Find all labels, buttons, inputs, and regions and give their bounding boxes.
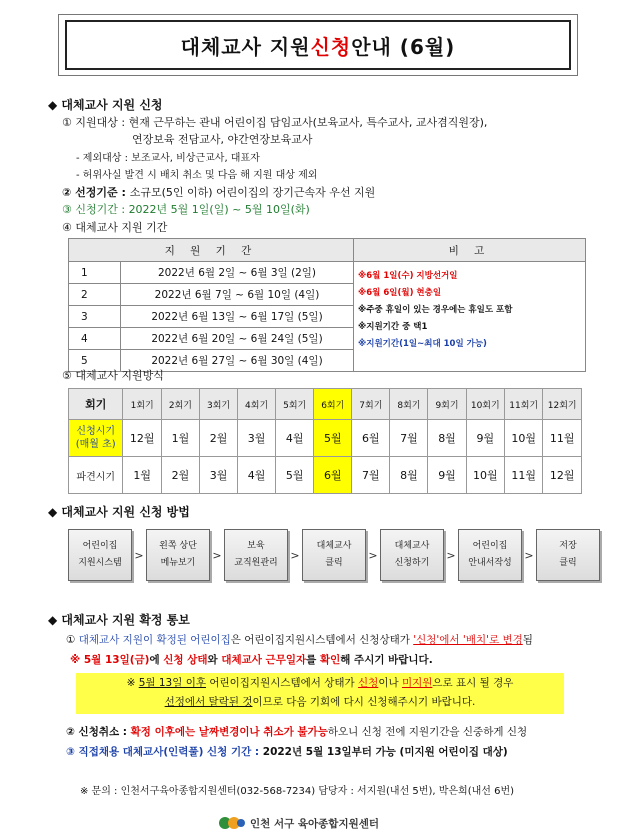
step-arrow-icon: > [368,548,378,562]
round-3: 3회기 [200,389,238,420]
notice-status-apply: 신청 [358,677,379,689]
selection-label: ② 선정기준 : [62,186,130,199]
apply-label-line2: (매월 초) [75,439,116,450]
dispatch-month-11: 11월 [504,457,542,494]
round-5: 5회기 [276,389,314,420]
period-label: ③ 신청기간 : [62,203,129,216]
note-date: ※ 5월 13일(금) [70,654,150,666]
apply-month-1: 12월 [123,420,161,457]
schedule-table [68,388,582,494]
step-label-line1: 저장 [559,541,577,551]
apply-month-6: 5월 [314,420,352,457]
apply-timing-label [69,420,123,457]
row-number: 4 [69,328,121,350]
notice-rejected: 선정에서 탈락된 것 [164,696,253,708]
period-header: 지 원 기 간 [69,239,354,262]
round-4: 4회기 [238,389,276,420]
row-number: 2 [69,284,121,306]
row-dates: 2022년 6월 7일 ~ 6월 10일 (4일) [121,284,354,306]
round-12: 12회기 [543,389,582,420]
confirmed-centers: 대체교사 지원이 확정된 어린이집 [78,634,231,646]
step-label-line1: 대체교사 [316,541,352,551]
title-highlight: 신청 [310,34,352,59]
step-arrow-icon: > [524,548,534,562]
row-dates: 2022년 6월 20일 ~ 6월 24일 (5일) [121,328,354,350]
method-step-6 [458,529,522,581]
note-text: 와 [207,654,222,666]
method-heading: ◆ 대체교사 지원 신청 방법 [48,505,190,519]
center-logo-icon [218,815,246,831]
notice-line-1 [76,674,564,693]
notice-text: 이므로 다음 기회에 다시 신청해주시기 바랍니다. [252,696,476,708]
dispatch-month-3: 3월 [200,457,238,494]
round-8: 8회기 [390,389,428,420]
period-notes [354,262,586,372]
notice-text: 이나 [378,677,402,689]
note-choose-one: ※지원기간 중 택1 [358,322,428,332]
cancel-text: 하오니 신청 전에 지원기간을 신중하게 신청 [327,726,528,738]
step-label-line2: 교직원관리 [234,558,278,568]
row-dates: 2022년 6월 27일 ~ 6월 30일 (4일) [121,350,354,372]
round-2: 2회기 [161,389,199,420]
cancel-warning: 확정 이후에는 날짜변경이나 취소가 불가능 [130,726,328,738]
apply-heading: ◆ 대체교사 지원 신청 [48,98,163,112]
apply-month-4: 3월 [238,420,276,457]
row-number: 5 [69,350,121,372]
step-arrow-icon: > [446,548,456,562]
notice-text: 으로 표시 될 경우 [432,677,514,689]
footer-logo [218,815,379,831]
apply-month-2: 1월 [161,420,199,457]
target-text: 현재 근무하는 관내 어린이집 담임교사(보육교사, 특수교사, 교사겸직원장), [128,116,488,129]
target-label: ① 지원대상 : [62,116,129,129]
step-label-line1: 어린이집 [472,541,508,551]
cancel-label: ② 신청취소 : [66,726,131,738]
step-arrow-icon: > [290,548,300,562]
step-label-line2: 신청하기 [394,558,430,568]
dispatch-month-8: 8월 [390,457,428,494]
step-label-line2: 지원시스템 [78,558,122,568]
notice-mark: ※ [126,677,139,689]
confirm-item-3 [66,744,508,759]
title-frame [58,14,578,76]
dispatch-month-5: 5월 [276,457,314,494]
support-period-heading: ④ 대체교사 지원 기간 [62,221,168,234]
apply-month-3: 2월 [200,420,238,457]
round-header: 회기 [69,389,123,420]
apply-month-7: 6월 [352,420,390,457]
contact-info: ※ 문의 : 인천서구육아종합지원센터(032-568-7234) 담당자 : 서지원(내선 5번), 박은희(내선 6번) [80,786,515,797]
notice-date: 5월 13일 이후 [138,677,207,689]
support-period-table [68,238,586,372]
exclude-line: - 제외대상 : 보조교사, 비상근교사, 대표자 [76,153,260,164]
footer-org-name: 인천 서구 육아종합지원센터 [250,817,380,830]
dispatch-month-1: 1월 [123,457,161,494]
period-line [62,201,310,217]
apply-month-11: 10월 [504,420,542,457]
confirm-heading: ◆ 대체교사 지원 확정 통보 [48,613,190,627]
selection-line [62,184,375,200]
method-step-3 [224,529,288,581]
title-text: 대체교사 지원 [180,34,311,59]
item-number: ① [66,634,79,646]
status-end: 됨 [522,634,533,646]
step-label-line2: 메뉴보기 [160,558,196,568]
note-holiday: ※주중 휴일이 있는 경우에는 휴일도 포함 [358,305,513,315]
round-6: 6회기 [314,389,352,420]
method-steps [68,527,600,583]
note-header: 비 고 [354,239,586,262]
step-label-line1: 왼쪽 상단 [159,541,197,551]
apply-month-5: 4월 [276,420,314,457]
round-10: 10회기 [466,389,504,420]
target-line-2: 연장보육 전담교사, 야간연장보육교사 [132,133,313,146]
dispatch-month-12: 12월 [543,457,582,494]
direct-hire-text: 2022년 5월 13일부터 가능 (미지원 어린이집 대상) [262,746,508,758]
apply-month-9: 8월 [428,420,466,457]
schedule-heading: ⑤ 대체교사 지원방식 [62,369,164,382]
notice-status-unsupported: 미지원 [401,677,433,689]
dispatch-timing-label: 파견시기 [69,457,123,494]
selection-text: 소규모(5인 이하) 어린이집의 장기근속자 우선 지원 [129,186,376,199]
dispatch-month-9: 9월 [428,457,466,494]
dispatch-month-7: 7월 [352,457,390,494]
note-text: 해 주시기 바랍니다. [340,654,433,666]
direct-hire-label: ③ 직접채용 대체교사(인력풀) 신청 기간 : [66,746,263,758]
dispatch-month-10: 10월 [466,457,504,494]
apply-month-8: 7월 [390,420,428,457]
status-change: '신청'에서 '배치'로 변경 [413,634,523,646]
note-memorial-day: ※6월 6일(월) 현충일 [358,288,442,298]
title-text-end: 안내 (6월) [351,34,456,59]
page-title [65,20,571,70]
period-text: 2022년 5월 1일(일) ~ 5월 10일(화) [128,203,310,216]
round-11: 11회기 [504,389,542,420]
notice-text: 어린이집지원시스템에서 상태가 [206,677,359,689]
note-workdays: 대체교사 근무일자 [221,654,307,666]
step-arrow-icon: > [134,548,144,562]
step-label-line1: 어린이집 [82,541,118,551]
note-max-days: ※지원기간(1일~최대 10일 가능) [358,339,487,349]
dispatch-month-4: 4월 [238,457,276,494]
note-status: 신청 상태 [163,654,208,666]
round-9: 9회기 [428,389,466,420]
row-dates: 2022년 6월 2일 ~ 6월 3일 (2일) [121,262,354,284]
method-step-1 [68,529,132,581]
confirm-note [70,652,433,667]
apply-month-12: 11월 [543,420,582,457]
round-7: 7회기 [352,389,390,420]
target-line [62,114,487,130]
dispatch-month-2: 2월 [161,457,199,494]
confirm-item-1 [66,632,533,647]
step-label-line2: 클릭 [559,558,577,568]
notice-line-2 [76,693,564,712]
method-step-5 [380,529,444,581]
false-fact-line: - 허위사실 발견 시 배치 취소 및 다음 해 지원 대상 제외 [76,170,318,181]
apply-month-10: 9월 [466,420,504,457]
note-election-day: ※6월 1일(수) 지방선거일 [358,271,458,281]
row-dates: 2022년 6월 13일 ~ 6월 17일 (5일) [121,306,354,328]
step-label-line1: 보육 [247,541,265,551]
method-step-7 [536,529,600,581]
apply-label-line1: 신청시기 [76,426,116,437]
status-text: 은 어린이집지원시스템에서 신청상태가 [230,634,414,646]
dispatch-month-6: 6월 [314,457,352,494]
row-number: 1 [69,262,121,284]
step-label-line2: 클릭 [325,558,343,568]
note-text: 에 [149,654,164,666]
method-step-2 [146,529,210,581]
rejection-notice [76,673,564,714]
round-1: 1회기 [123,389,161,420]
method-step-4 [302,529,366,581]
step-arrow-icon: > [212,548,222,562]
confirm-item-2 [66,724,527,739]
table-row [69,262,586,284]
note-check: 확인 [319,654,341,666]
step-label-line2: 안내서작성 [468,558,512,568]
row-number: 3 [69,306,121,328]
note-text: 를 [306,654,320,666]
step-label-line1: 대체교사 [394,541,430,551]
